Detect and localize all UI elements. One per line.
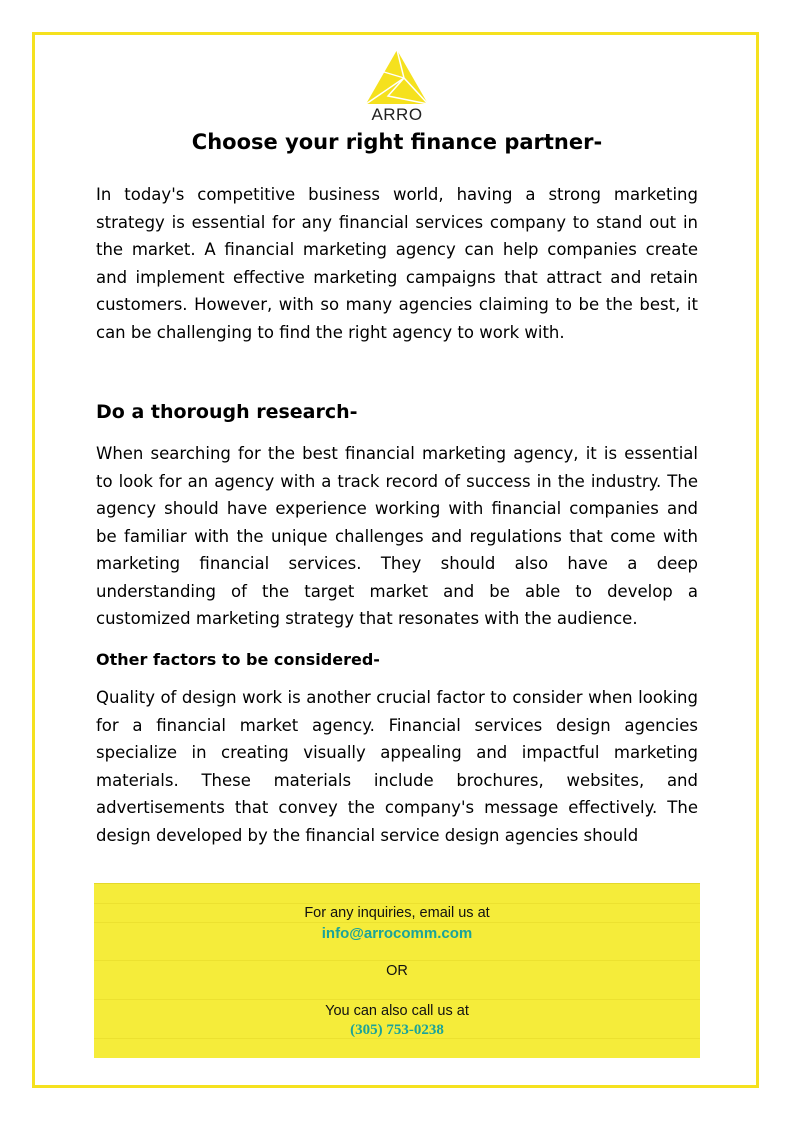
intro-paragraph: In today's competitive business world, having a strong marketing strategy is essential for any financial services company to stand out in the market. A financial marketing agency can help companies create and implement effective marketing campaigns that attract and retain customers. However, with so many agencies claiming to be the best, it can be challenging to find the right agency to work with. <box>96 185 698 342</box>
factors-paragraph: Quality of design work is another crucial factor to consider when looking for a financial market agency. Financial services design agencies specialize in creating visually appealing and impactful marketing materials. These materials include brochures, websites, and advertisements that convey the company's message effectively. The design developed by the financial service design agencies should <box>96 688 698 845</box>
section-heading-research: Do a thorough research- <box>96 401 358 423</box>
or-separator: OR <box>386 963 408 979</box>
page-title: Choose your right finance partner- <box>191 130 603 154</box>
email-prompt: For any inquiries, email us at <box>304 905 490 921</box>
arro-logo <box>364 48 430 128</box>
triangle-logo-icon <box>364 48 430 106</box>
phone-prompt: You can also call us at <box>325 1003 469 1019</box>
contact-box <box>94 883 700 1058</box>
email-link[interactable]: info@arrocomm.com <box>321 925 473 942</box>
research-paragraph: When searching for the best financial marketing agency, it is essential to look for an agency with a track record of success in the industry. The agency should have experience working with financial companies and be familiar with the unique challenges and regulations that come with marketing financial services. They should also have a deep understanding of the target market and be able to develop a customized marketing strategy that resonates with the audience. <box>96 444 698 628</box>
logo-text: ARRO <box>371 105 423 124</box>
section-heading-factors: Other factors to be considered- <box>96 650 380 669</box>
phone-number[interactable]: (305) 753-0238 <box>350 1022 444 1038</box>
